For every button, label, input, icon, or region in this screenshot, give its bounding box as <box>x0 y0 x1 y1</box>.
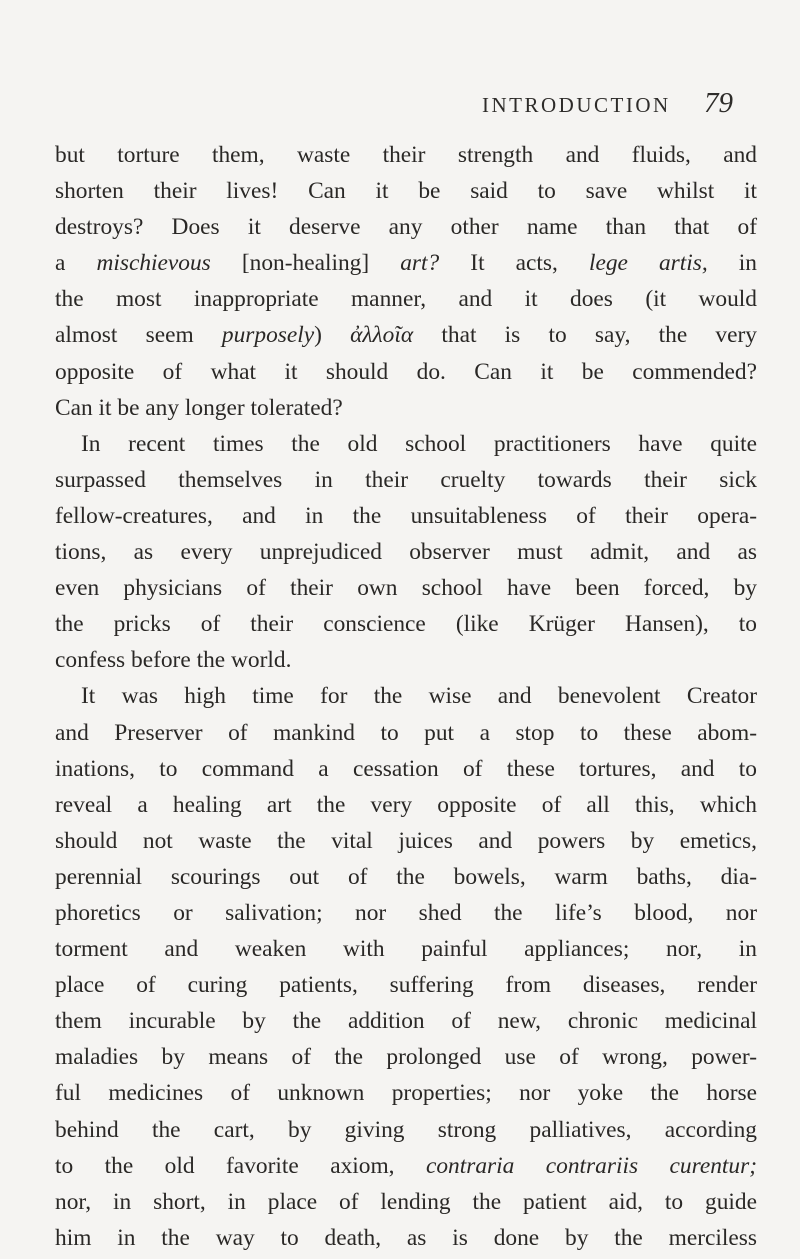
text-line-30: nor, in short, in place of lending the patient aid, to guide <box>55 1188 757 1215</box>
text-line-16: It was high time for the wise and benevolent Creator <box>81 683 757 710</box>
text-line-11: fellow-creatures, and in the unsuitableness of their opera- <box>55 502 757 529</box>
text-line-31: him in the way to death, as is done by the merciless <box>55 1224 757 1251</box>
text-line-28: behind the cart, by giving strong palliatives, according <box>55 1116 757 1143</box>
text-line-5: the most inappropriate manner, and it does (it would <box>55 286 757 313</box>
line-29-italic-latin-axiom: contraria contrariis curentur; <box>425 1152 757 1179</box>
text-line-2: shorten their lives! Can it be said to save whilst it <box>55 178 757 205</box>
running-head <box>0 87 800 127</box>
line-6-italic-purposely: purposely <box>221 322 315 349</box>
line-6-part-2: ) <box>314 322 351 349</box>
text-line-6 <box>55 317 757 353</box>
text-line-23: torment and weaken with painful appliances; nor, in <box>55 936 757 963</box>
line-6-italic-greek: ἀλλοῖα <box>350 322 414 349</box>
line-4-part-4: in <box>707 250 757 277</box>
running-title: INTRODUCTION <box>482 93 671 117</box>
body-text <box>55 137 757 1256</box>
line-6-part-1: almost seem <box>55 322 222 349</box>
text-line-12: tions, as every unprejudiced observer must admit, and as <box>55 539 757 566</box>
text-line-29 <box>55 1148 757 1184</box>
text-line-10: surpassed themselves in their cruelty towards their sick <box>55 466 757 493</box>
text-line-4 <box>55 245 757 281</box>
text-line-8: Can it be any longer tolerated? <box>55 394 343 421</box>
line-6-part-3: that is to say, the very <box>413 322 757 349</box>
text-line-26: maladies by means of the prolonged use of wrong, power- <box>55 1044 757 1071</box>
page-number: 79 <box>704 87 733 119</box>
line-4-italic-lege-artis: lege artis, <box>588 250 708 277</box>
line-29-part-1: to the old favorite axiom, <box>55 1152 426 1179</box>
text-line-22: phoretics or salivation; nor shed the life’s blood, nor <box>55 899 757 926</box>
line-4-part-1: a <box>55 250 97 277</box>
text-line-14: the pricks of their conscience (like Krüger Hansen), to <box>55 611 757 638</box>
text-line-7: opposite of what it should do. Can it be commended? <box>55 358 757 385</box>
text-line-18: inations, to command a cessation of these tortures, and to <box>55 755 757 782</box>
text-line-21: perennial scourings out of the bowels, warm baths, dia- <box>55 863 757 890</box>
line-4-part-2: [non-healing] <box>210 250 401 277</box>
text-line-27: ful medicines of unknown properties; nor yoke the horse <box>55 1080 757 1107</box>
text-line-3: destroys? Does it deserve any other name than that of <box>55 214 757 241</box>
text-line-1: but torture them, waste their strength and fluids, and <box>55 142 757 168</box>
text-line-19: reveal a healing art the very opposite of all this, which <box>55 791 757 818</box>
text-line-17: and Preserver of mankind to put a stop to these abom- <box>55 719 757 746</box>
text-line-9: In recent times the old school practitioners have quite <box>81 430 757 457</box>
line-4-part-3: It acts, <box>439 250 589 277</box>
line-4-italic-mischievous: mischievous <box>96 250 211 277</box>
text-line-25: them incurable by the addition of new, chronic medicinal <box>55 1008 757 1035</box>
text-line-20: should not waste the vital juices and powers by emetics, <box>55 827 757 854</box>
text-line-24: place of curing patients, suffering from diseases, render <box>55 972 757 999</box>
text-line-13: even physicians of their own school have been forced, by <box>55 575 757 602</box>
text-line-15: confess before the world. <box>55 647 292 674</box>
line-4-italic-art: art? <box>400 250 440 277</box>
